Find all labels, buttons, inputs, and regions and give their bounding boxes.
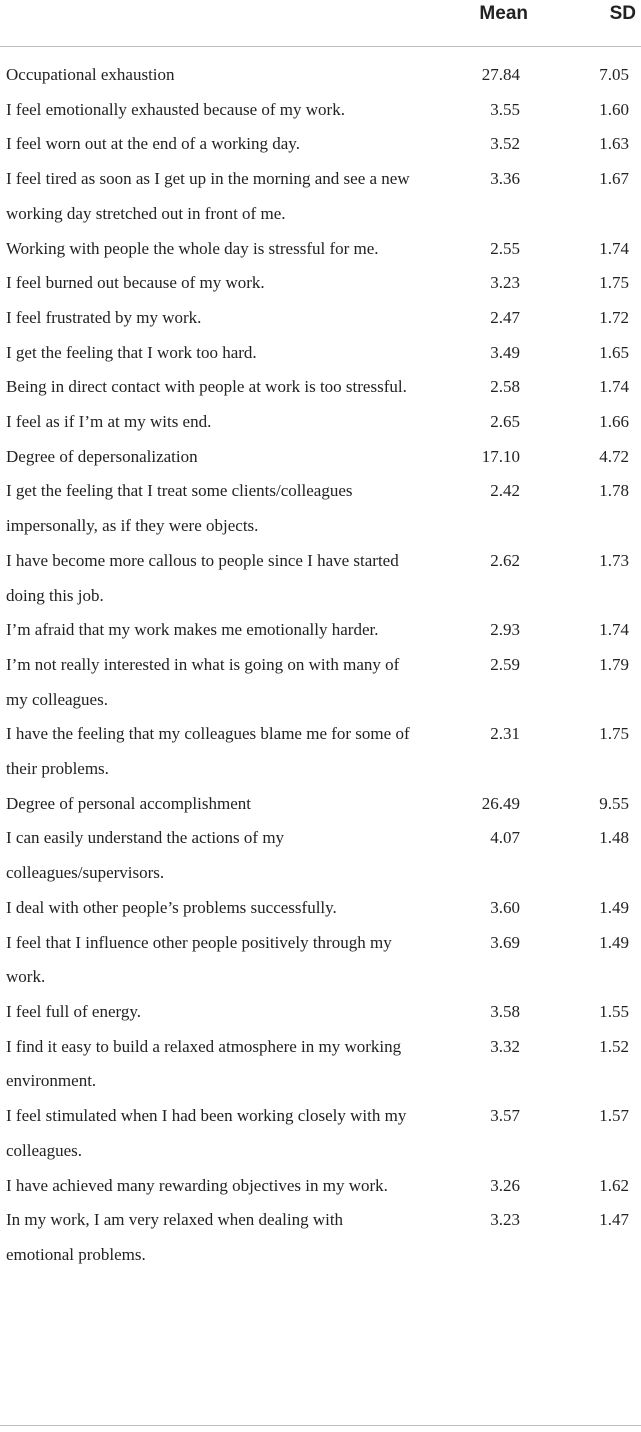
row-label: I can easily understand the actions of my colleagues/supervisors. <box>6 828 285 883</box>
row-sd: 1.55 <box>599 1001 629 1021</box>
row-sd: 1.67 <box>599 169 629 189</box>
row-label: Degree of personal accomplishment <box>6 793 251 813</box>
table-row <box>0 301 641 336</box>
table-row <box>0 336 641 371</box>
row-sd: 1.74 <box>599 620 629 640</box>
row-sd: 1.65 <box>599 342 629 362</box>
table-row <box>0 58 641 93</box>
row-mean: 3.23 <box>490 273 520 293</box>
table-row <box>0 1203 641 1272</box>
row-label: I feel as if I’m at my wits end. <box>6 412 212 432</box>
row-label: I’m not really interested in what is going on with many of my colleagues. <box>6 654 400 709</box>
row-sd: 1.78 <box>599 481 629 501</box>
row-mean: 3.58 <box>490 1001 520 1021</box>
table-row <box>0 127 641 162</box>
row-sd: 1.72 <box>599 307 629 327</box>
row-mean: 3.55 <box>490 99 520 119</box>
row-mean: 3.60 <box>490 897 520 917</box>
row-mean: 2.47 <box>490 307 520 327</box>
row-sd: 4.72 <box>599 446 629 466</box>
row-mean: 2.59 <box>490 654 520 674</box>
row-mean: 27.84 <box>481 65 520 84</box>
row-sd: 9.55 <box>599 793 629 813</box>
row-mean: 3.49 <box>490 342 520 362</box>
column-header-sd: SD <box>609 3 636 24</box>
row-mean: 2.62 <box>490 550 520 570</box>
table-row <box>0 440 641 475</box>
table-row <box>0 717 641 786</box>
row-sd: 1.63 <box>599 134 629 154</box>
row-label: Occupational exhaustion <box>6 65 175 84</box>
row-mean: 17.10 <box>481 446 520 466</box>
row-label: I feel tired as soon as I get up in the morning and see a new working day stretched out in front of me. <box>6 169 410 223</box>
table-row <box>0 544 641 613</box>
row-sd: 1.73 <box>599 550 629 570</box>
row-mean: 2.42 <box>490 481 520 501</box>
row-mean: 4.07 <box>490 828 520 848</box>
row-sd: 1.79 <box>599 654 629 674</box>
row-label: I get the feeling that I work too hard. <box>6 342 257 362</box>
row-mean: 26.49 <box>481 793 520 813</box>
table-row <box>0 232 641 267</box>
row-label: I have achieved many rewarding objectives in my work. <box>6 1175 388 1195</box>
row-label: I feel worn out at the end of a working day. <box>6 134 300 154</box>
row-label: I feel emotionally exhausted because of my work. <box>6 99 345 119</box>
row-label: Degree of depersonalization <box>6 446 198 466</box>
table-body <box>0 58 641 1273</box>
row-label: I have become more callous to people since I have started doing this job. <box>6 550 399 605</box>
row-sd: 1.57 <box>599 1106 629 1126</box>
row-mean: 3.32 <box>490 1036 520 1056</box>
row-label: In my work, I am very relaxed when dealing with emotional problems. <box>6 1210 344 1264</box>
row-sd: 1.75 <box>599 273 629 293</box>
row-sd: 1.60 <box>599 99 629 119</box>
row-sd: 1.52 <box>599 1036 629 1056</box>
row-mean: 3.52 <box>490 134 520 154</box>
row-sd: 1.74 <box>599 238 629 258</box>
column-header-mean: Mean <box>479 3 528 24</box>
row-label: I find it easy to build a relaxed atmosphere in my working environment. <box>6 1036 402 1091</box>
row-sd: 1.49 <box>599 932 629 952</box>
row-label: Working with people the whole day is stressful for me. <box>6 238 379 258</box>
row-label: I feel that I influence other people positively through my work. <box>6 932 392 987</box>
row-label: I feel frustrated by my work. <box>6 307 202 327</box>
table-row <box>0 787 641 822</box>
row-sd: 1.75 <box>599 724 629 744</box>
row-sd: 1.66 <box>599 412 629 432</box>
row-mean: 2.31 <box>490 724 520 744</box>
table-row <box>0 266 641 301</box>
row-label: I have the feeling that my colleagues blame me for some of their problems. <box>6 724 410 779</box>
row-label: I feel burned out because of my work. <box>6 273 265 293</box>
table-row <box>0 474 641 543</box>
row-mean: 3.57 <box>490 1106 520 1126</box>
row-mean: 2.55 <box>490 238 520 258</box>
table-row <box>0 995 641 1030</box>
row-label: I deal with other people’s problems successfully. <box>6 897 337 917</box>
table-row <box>0 648 641 717</box>
row-mean: 3.36 <box>490 169 520 189</box>
bottom-rule <box>0 1425 641 1426</box>
table-row <box>0 821 641 890</box>
row-mean: 2.58 <box>490 377 520 397</box>
table-row <box>0 1099 641 1168</box>
row-sd: 1.48 <box>599 828 629 848</box>
row-label: I feel full of energy. <box>6 1001 141 1021</box>
row-mean: 3.69 <box>490 932 520 952</box>
table-row <box>0 1030 641 1099</box>
table-row <box>0 162 641 231</box>
table-row <box>0 370 641 405</box>
row-sd: 1.47 <box>599 1210 629 1230</box>
table-row <box>0 926 641 995</box>
row-mean: 3.23 <box>490 1210 520 1230</box>
row-label: I feel stimulated when I had been working closely with my colleagues. <box>6 1106 407 1160</box>
row-label: I get the feeling that I treat some clients/colleagues impersonally, as if they were objects. <box>6 481 353 536</box>
table-row <box>0 405 641 440</box>
table-row <box>0 93 641 128</box>
row-label: Being in direct contact with people at work is too stressful. <box>6 377 407 397</box>
row-mean: 2.65 <box>490 412 520 432</box>
header-rule <box>0 46 641 47</box>
row-sd: 1.74 <box>599 377 629 397</box>
table-header <box>0 0 641 46</box>
table-row <box>0 1169 641 1204</box>
row-mean: 2.93 <box>490 620 520 640</box>
row-mean: 3.26 <box>490 1175 520 1195</box>
row-sd: 1.49 <box>599 897 629 917</box>
row-sd: 7.05 <box>599 65 629 84</box>
row-label: I’m afraid that my work makes me emotionally harder. <box>6 620 379 640</box>
table-row <box>0 613 641 648</box>
table-row <box>0 891 641 926</box>
row-sd: 1.62 <box>599 1175 629 1195</box>
